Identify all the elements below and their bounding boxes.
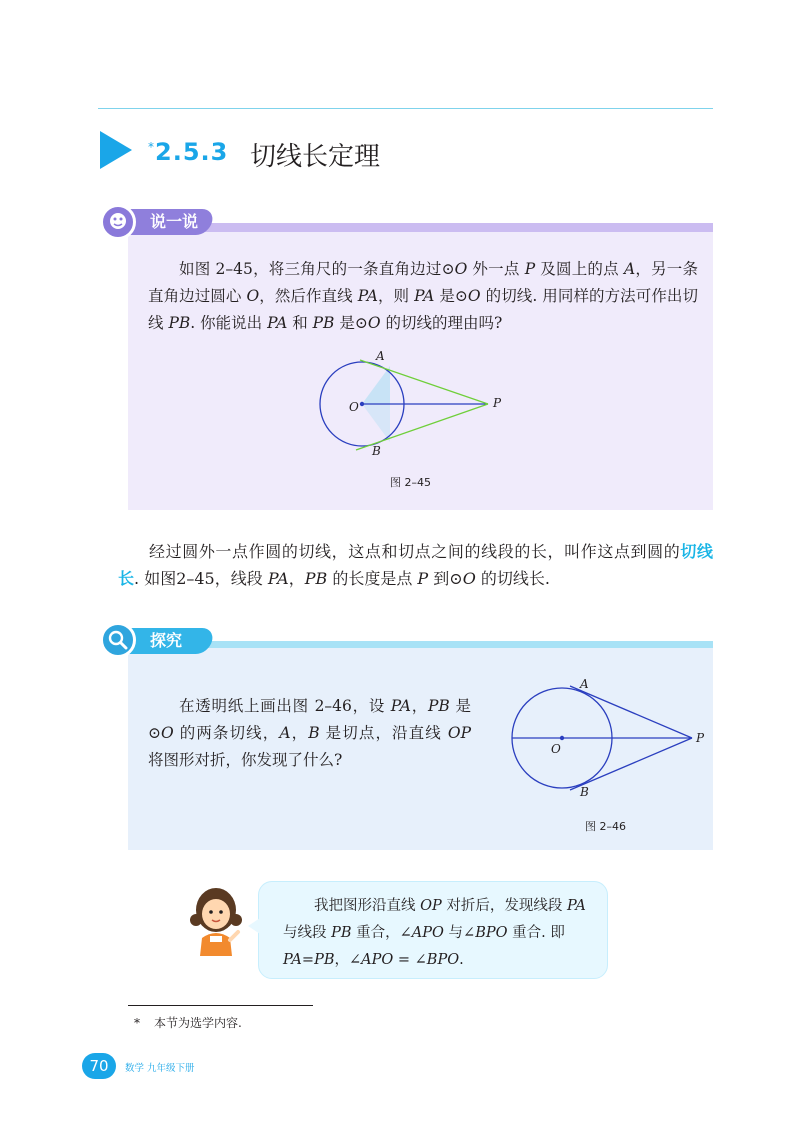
label-a-2: A bbox=[580, 677, 589, 691]
term-tangent-length: 切线长 bbox=[118, 542, 713, 588]
center-o-dot bbox=[360, 402, 364, 406]
magnifier-icon bbox=[100, 622, 136, 658]
box2-tab: 探究 bbox=[111, 628, 215, 654]
label-b: B bbox=[372, 444, 381, 458]
figure-2-46 bbox=[500, 672, 710, 802]
section-number: *2.5.3 bbox=[148, 138, 229, 166]
footnote-rule bbox=[128, 1005, 313, 1006]
box2-paragraph: 在透明纸上画出图 2–46，设 PA，PB 是⊙O 的两条切线，A，B 是切点，沿直线 OP 将图形对折，你发现了什么? bbox=[148, 697, 471, 769]
box1-paragraph: 如图 2–45，将三角尺的一条直角边过⊙O 外一点 P 及圆上的点 A，另一条直角边过圆心 O，然后作直线 PA，则 PA 是⊙O 的切线. 用同样的方法可作出切线 PB. 你能说出 PA 和 PB 是⊙O 的切线的理由吗? bbox=[148, 260, 698, 332]
figure-2-46-caption: 图 2–46 bbox=[585, 820, 626, 833]
figure-2-45-caption: 图 2–45 bbox=[390, 476, 431, 489]
label-a: A bbox=[376, 349, 385, 363]
speak-icon bbox=[100, 204, 136, 240]
section-title: 切线长定理 bbox=[250, 142, 381, 172]
figure-2-45 bbox=[300, 342, 520, 464]
speech-bubble-tail bbox=[248, 918, 260, 934]
box1-tab: 说一说 bbox=[111, 209, 215, 235]
definition-paragraph: 经过圆外一点作圆的切线，这点和切点之间的线段的长，叫作这点到圆的切线长. 如图2–45，线段 PA，PB 的长度是点 P 到⊙O 的切线长. bbox=[118, 542, 713, 588]
center-o-dot-2 bbox=[560, 736, 564, 740]
book-title: 数学 九年级下册 bbox=[125, 1063, 195, 1074]
label-p: P bbox=[493, 396, 502, 410]
label-o: O bbox=[349, 400, 359, 414]
footnote: * 本节为选学内容. bbox=[134, 1016, 242, 1030]
tangent-pa-2 bbox=[570, 686, 692, 738]
tangent-pb-2 bbox=[570, 738, 692, 790]
header-rule bbox=[98, 108, 713, 109]
triangle-ruler-bottom bbox=[362, 404, 390, 442]
page-number: 70 bbox=[82, 1053, 116, 1079]
speech-bubble-text: 我把图形沿直线 OP 对折后，发现线段 PA 与线段 PB 重合，∠APO 与∠BPO 重合. 即 PA=PB，∠APO = ∠BPO. bbox=[283, 898, 586, 968]
label-p-2: P bbox=[696, 731, 705, 745]
section-arrow-icon bbox=[100, 131, 132, 169]
triangle-ruler-top bbox=[362, 366, 390, 404]
label-o-2: O bbox=[551, 742, 561, 756]
label-b-2: B bbox=[580, 785, 589, 799]
